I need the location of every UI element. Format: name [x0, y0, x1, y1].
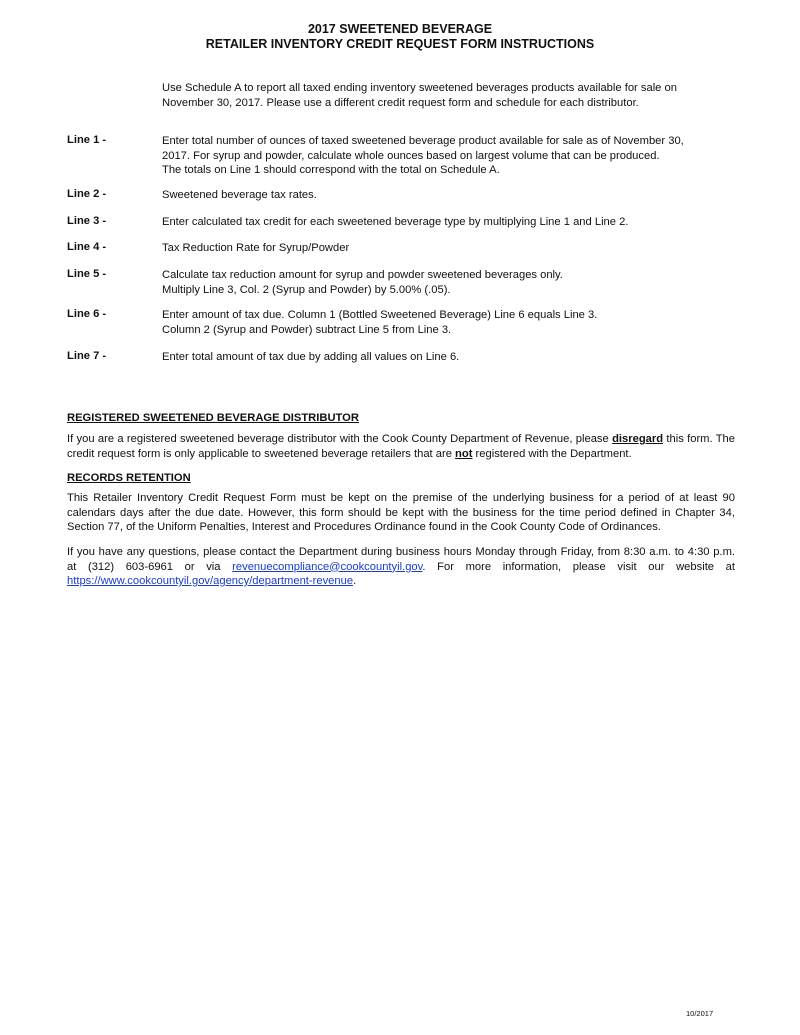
line-2-label: Line 2 -: [67, 188, 107, 200]
page-subtitle: RETAILER INVENTORY CREDIT REQUEST FORM INSTRUCTIONS: [205, 37, 595, 51]
line-1-text-1: Enter total number of ounces of taxed sweetened beverage product available for sale as of November 30,: [162, 135, 684, 147]
line-5-text-2: Multiply Line 3, Col. 2 (Syrup and Powder) by 5.00% (.05).: [162, 283, 451, 296]
footer-date: 10/2017: [686, 1009, 714, 1018]
line-5-text-1: Calculate tax reduction amount for syrup and powder sweetened beverages only.: [162, 269, 563, 281]
registered-heading: REGISTERED SWEETENED BEVERAGE DISTRIBUTOR: [67, 412, 359, 424]
line-4-label: Line 4 -: [67, 241, 107, 253]
line-1-text: [162, 134, 732, 178]
disregard-emphasis: disregard: [612, 433, 664, 445]
line-3-label: Line 3 -: [67, 215, 107, 227]
line-2-text: Sweetened beverage tax rates.: [162, 189, 317, 201]
records-paragraph: This Retailer Inventory Credit Request Form must be kept on the premise of the underlying business for a period of at least 90 calendars days after the due date. However, this form should be kept with the business for the time period defined in Chapter 34, Section 77, of the Uniform Penalties, Interest and Procedures Ordinance found in the Cook County Code of Ordinances.: [67, 492, 735, 533]
contact-paragraph: If you have any questions, please contact the Department during business hours Monday through Friday, from 8:30 a.m. to 4:30 p.m. at (312) 603-6961 or via revenuecompliance@cookcountyil.gov. For more information, please visit our website at https://www.cookcountyil.gov/agency/department-revenue.: [67, 546, 735, 587]
line-5-text: [162, 268, 732, 297]
line-4-text: Tax Reduction Rate for Syrup/Powder: [162, 242, 350, 254]
line-1-text-2: 2017. For syrup and powder, calculate whole ounces based on largest volume that can be produced.: [162, 149, 660, 162]
line-6-label: Line 6 -: [67, 308, 107, 320]
line-1-label: Line 1 -: [67, 134, 107, 146]
line-6-text-1: Enter amount of tax due. Column 1 (Bottled Sweetened Beverage) Line 6 equals Line 3.: [162, 309, 598, 321]
line-3-text: Enter calculated tax credit for each sweetened beverage type by multiplying Line 1 and Line 2.: [162, 216, 629, 228]
line-6-text: [162, 308, 732, 337]
email-link[interactable]: revenuecompliance@cookcountyil.gov: [232, 560, 423, 573]
registered-paragraph: If you are a registered sweetened beverage distributor with the Cook County Department of Revenue, please disregard this form. The credit request form is only applicable to sweetened beverage retailers that are not registered with the Department.: [67, 433, 735, 460]
intro-paragraph: Use Schedule A to report all taxed ending inventory sweetened beverages products available for sale on November 30, 2017. Please use a different credit request form and schedule for each distributor.: [162, 82, 677, 109]
page-title: 2017 SWEETENED BEVERAGE: [307, 22, 493, 36]
records-heading: RECORDS RETENTION: [67, 472, 191, 484]
not-emphasis: not: [455, 447, 473, 460]
line-5-label: Line 5 -: [67, 268, 107, 280]
line-1-text-3: The totals on Line 1 should correspond with the total on Schedule A.: [162, 164, 500, 176]
website-link[interactable]: https://www.cookcountyil.gov/agency/department-revenue: [67, 575, 354, 587]
line-7-text: Enter total amount of tax due by adding all values on Line 6.: [162, 351, 460, 363]
line-6-text-2: Column 2 (Syrup and Powder) subtract Line 5 from Line 3.: [162, 323, 452, 336]
line-7-label: Line 7 -: [67, 350, 107, 362]
